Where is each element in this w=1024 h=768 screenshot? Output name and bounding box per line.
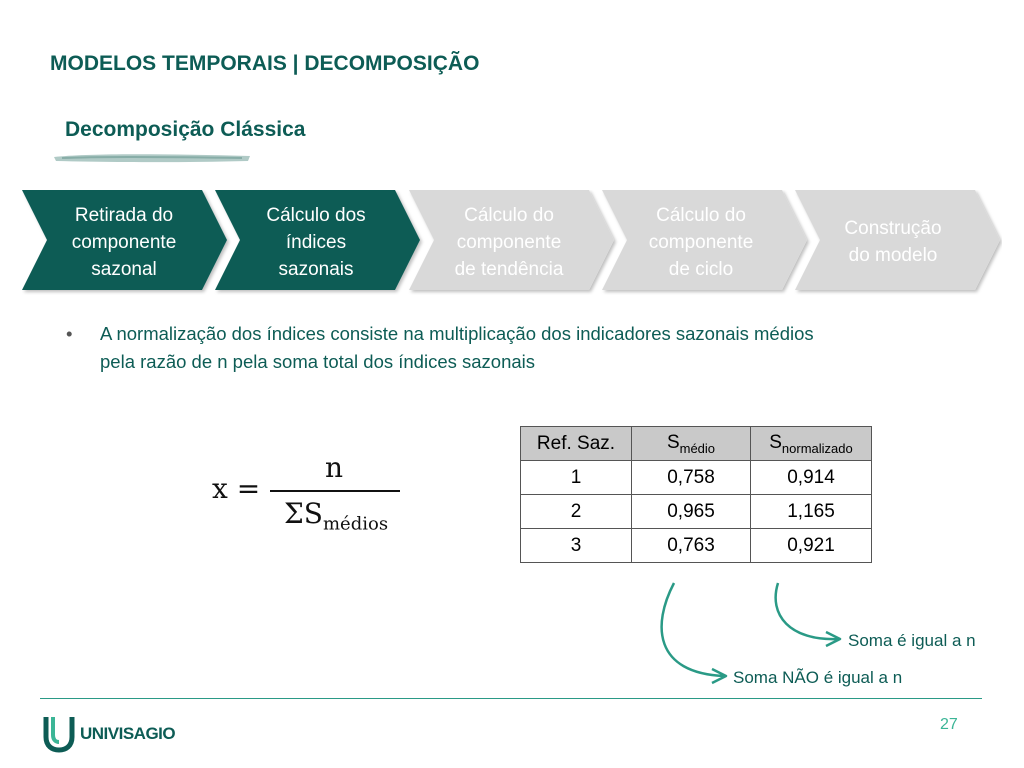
formula-lhs: x = [212,472,261,505]
table-header-s-normalizado: $S_{normalizado}$ [751,427,872,461]
footer-divider [40,698,982,699]
table-header-row [521,427,872,461]
page-title: MODELOS TEMPORAIS | DECOMPOSIÇÃO [50,52,480,75]
table-row [521,529,872,563]
formula-fraction-bar [270,490,400,492]
step-1-label: Retirada do componente sazonal [71,205,177,280]
step-3-label: Cálculo do componente de tendência [454,205,564,280]
table-cell: 2 [521,495,632,529]
arrow-to-medio-note [662,583,726,683]
table-row [521,461,872,495]
univisagio-logo-icon [42,713,76,753]
table-cell: 0,914 [751,461,872,495]
table-cell: 3 [521,529,632,563]
bullet-marker: • [66,323,73,344]
bullet-text-line-1: A normalização dos índices consiste na multiplicação dos indicadores sazonais médios [100,323,814,344]
seasonal-index-table [520,426,872,563]
medio-sum-note: Soma NÃO é igual a n [733,668,903,687]
step-4-label: Cálculo do componente de ciclo [648,205,754,280]
step-5-label: Construção do modelo [844,218,942,266]
formula-numerator: n [325,451,344,484]
normalized-sum-note: Soma é igual a n [848,631,976,650]
univisagio-logo-text: UNIVISAGIO [80,724,176,743]
table-cell: 1,165 [751,495,872,529]
table-cell: 0,763 [632,529,751,563]
formula [212,451,412,545]
page-number: 27 [940,716,958,733]
brush-stroke-decoration [52,151,252,165]
table-cell: 0,965 [632,495,751,529]
table-row [521,495,872,529]
table-header-s-medio: $S_{médio}$ [632,427,751,461]
section-subtitle: Decomposição Clássica [65,118,306,141]
table-cell: 0,758 [632,461,751,495]
step-2-label: Cálculo dos índices sazonais [266,205,366,280]
bullet-text-line-2: pela razão de n pela soma total dos índices sazonais [100,351,536,372]
formula-denominator: $\Sigma S_{médios}$ [284,497,389,535]
table-header-ref: Ref. Saz. [521,427,632,461]
table-cell: 0,921 [751,529,872,563]
arrow-to-normalized-note [776,583,840,646]
table-cell: 1 [521,461,632,495]
